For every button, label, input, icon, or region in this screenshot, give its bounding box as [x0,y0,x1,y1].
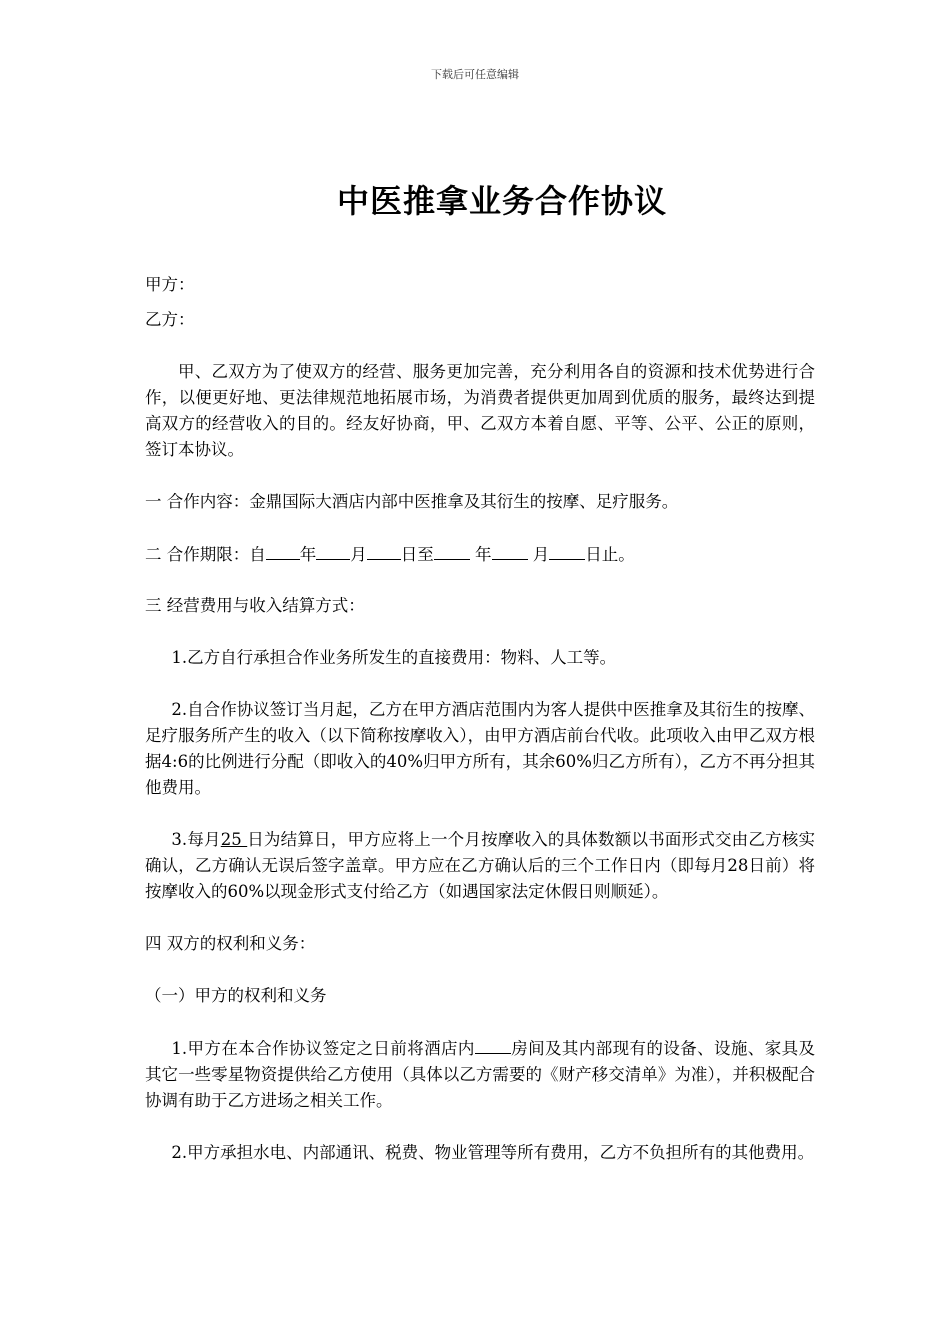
section-2 [145,541,815,567]
section-2-month-end: 月 [527,545,550,564]
s4-item-1-rest: 房间及其内部现有的设备、设施、家具及其它一些零星物资提供给乙方使用（具体以乙方需要的《财产移交清单》为准），并积极配合协调有助于乙方进场之相关工作。 [145,1039,816,1110]
section-2-day: 日至 [400,545,434,564]
party-b-label: 乙方： [145,310,195,329]
blank-field [367,541,401,560]
section-3-heading: 三 经营费用与收入结算方式： [145,596,365,615]
section-2-month: 月 [350,545,367,564]
section-4-heading: 四 双方的权利和义务： [145,934,316,953]
blank-field [434,541,470,560]
section-2-year-end: 年 [469,545,492,564]
header-note: 下载后可任意编辑 [431,68,519,81]
document-body [145,272,815,1166]
blank-field [492,541,528,560]
section-1: 一 合作内容：金鼎国际大酒店内部中医推拿及其衍生的按摩、足疗服务。 [145,492,679,511]
section-3-item-1: 1.乙方自行承担合作业务所发生的直接费用：物料、人工等。 [171,648,617,667]
section-2-prefix: 二 合作期限：自 [145,545,266,564]
section-3-item-3 [145,827,815,905]
section-4-subheading: （一）甲方的权利和义务 [145,986,327,1005]
section-3-item-2: 2.自合作协议签订当月起，乙方在甲方酒店范围内为客人提供中医推拿及其衍生的按摩、足疗服务所产生的收入（以下简称按摩收入），由甲方酒店前台代收。此项收入由甲乙双方根据4:6的比例进行分配（即收入的40%归甲方所有，其余60%归乙方所有），乙方不再分担其他费用。 [145,700,815,797]
intro-paragraph: 甲、乙双方为了使双方的经营、服务更加完善，充分利用各自的资源和技术优势进行合作，以便更好地、更法律规范地拓展市场，为消费者提供更加周到优质的服务，最终达到提高双方的经营收入的目的。经友好协商，甲、乙双方本着自愿、平等、公平、公正的原则，签订本协议。 [145,362,815,459]
section-4-item-1 [145,1035,815,1114]
section-2-end: 日止。 [585,545,635,564]
item-3-prefix: 3.每月 [171,830,221,849]
item-3-rest: 日为结算日，甲方应将上一个月按摩收入的具体数额以书面形式交由乙方核实确认，乙方确认无误后签字盖章。甲方应在乙方确认后的三个工作日内（即每月28日前）将按摩收入的60%以现金形式支付给乙方（如遇国家法定休假日则顺延）。 [145,830,816,901]
blank-field [266,541,300,560]
settlement-day: 25 [220,830,248,849]
party-a-label: 甲方： [145,275,195,294]
s4-item-1-prefix: 1.甲方在本合作协议签定之日前将酒店内 [171,1039,475,1058]
blank-field [316,541,350,560]
blank-field [475,1035,511,1054]
section-4-item-2: 2.甲方承担水电、内部通讯、税费、物业管理等所有费用，乙方不负担所有的其他费用。 [171,1143,815,1162]
section-2-year: 年 [299,545,317,564]
blank-field [549,541,585,560]
document-title: 中医推拿业务合作协议 [336,182,667,220]
